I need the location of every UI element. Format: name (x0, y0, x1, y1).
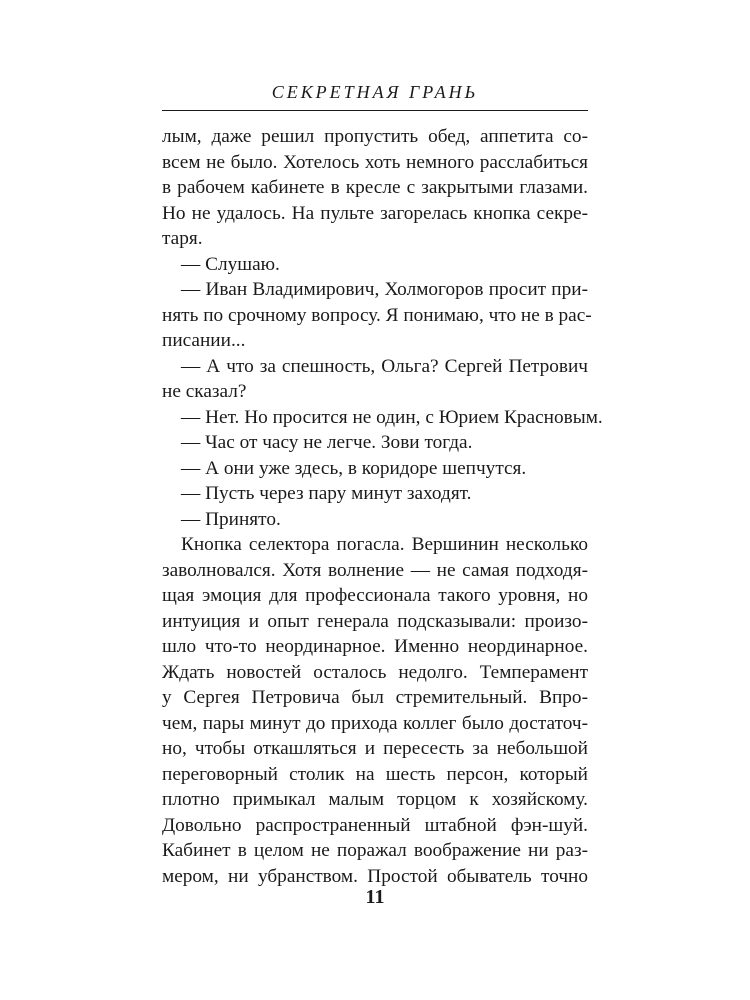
text-line: — А они уже здесь, в коридоре шепчутся. (181, 457, 527, 479)
text-line: не сказал? (162, 381, 247, 402)
text-line: нять по срочному вопросу. Я понимаю, что не в рас- (162, 304, 592, 326)
body-text (162, 124, 603, 889)
text-line: интуиция и опыт генерала подсказывали: произо- (162, 610, 588, 632)
text-line: переговорный столик на шесть персон, который (162, 763, 588, 785)
text-line: — Час от часу не легче. Зови тогда. (181, 432, 473, 453)
text-line: — Принято. (181, 508, 281, 530)
text-line: щая эмоция для профессионала такого уровня, но (162, 585, 588, 606)
text-line: Кнопка селектора погасла. Вершинин несколько (181, 534, 588, 555)
header-rule (162, 110, 588, 111)
text-line: писании... (162, 330, 246, 351)
text-line: заволновался. Хотя волнение — не самая подходя- (162, 559, 588, 581)
running-header: СЕКРЕТНАЯ ГРАНЬ (271, 82, 479, 102)
text-line: но, чтобы откашляться и пересесть за небольшой (162, 738, 588, 759)
text-line: плотно примыкал малым торцом к хозяйскому. (162, 789, 588, 810)
text-line: у Сергея Петровича был стремительный. Впро- (162, 687, 588, 708)
text-line: — Слушаю. (181, 253, 280, 275)
text-line: шло что-то неординарное. Именно неординарное. (162, 636, 588, 657)
text-line: Ждать новостей осталось недолго. Темперамент (162, 661, 588, 683)
text-line: в рабочем кабинете в кресле с закрытыми глазами. (162, 177, 588, 198)
text-line: Кабинет в целом не поражал воображение ни раз- (162, 840, 588, 861)
text-line: — Иван Владимирович, Холмогоров просит при- (181, 279, 588, 300)
text-line: чем, пары минут до прихода коллег было достаточ- (162, 712, 588, 734)
text-line: мером, ни убранством. Простой обыватель точно (162, 865, 588, 887)
text-line: таря. (162, 228, 203, 249)
text-line: — Пусть через пару минут заходят. (181, 483, 472, 504)
text-line: — Нет. Но просится не один, с Юрием Красновым. (181, 406, 603, 428)
page-number: 11 (365, 886, 385, 908)
text-line: — А что за спешность, Ольга? Сергей Петрович (181, 355, 588, 377)
text-line: всем не было. Хотелось хоть немного расслабиться (162, 151, 588, 173)
text-line: лым, даже решил пропустить обед, аппетита со- (162, 126, 588, 147)
text-line: Но не удалось. На пульте загорелась кнопка секре- (162, 202, 588, 224)
text-line: Довольно распространенный штабной фэн-шуй. (162, 814, 588, 836)
